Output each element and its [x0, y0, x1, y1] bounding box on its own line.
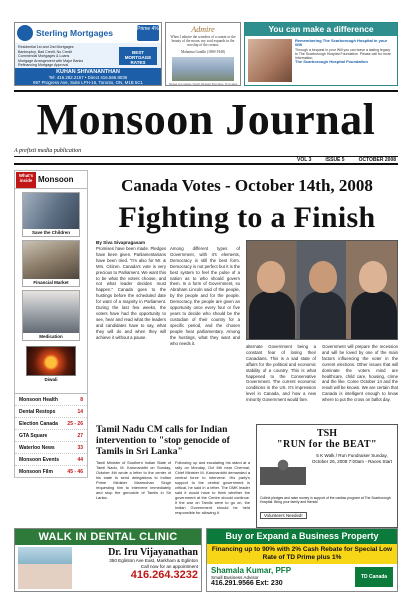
- index-row[interactable]: [15, 454, 87, 466]
- index-row[interactable]: [15, 394, 87, 406]
- index-label: Monsoon Film: [19, 468, 53, 475]
- dental-call-text: Call now for an appointment: [140, 563, 198, 569]
- difference-heading: Remembering The Scarborough Hospital in your Will: [295, 38, 388, 48]
- thumb-caption: Financial Market: [33, 280, 69, 285]
- admire-title: Admire: [191, 25, 215, 34]
- thumb-image: [23, 241, 79, 279]
- sterling-logo-icon: [17, 25, 33, 41]
- index-page: 44: [77, 456, 83, 463]
- party-leaders-photo: [246, 240, 398, 340]
- tsh-notes: Collect pledges and raise money in support of the cardiac program at The Scarborough Hospital. Bring your family and friends!: [260, 496, 391, 505]
- leader-figure: [249, 291, 295, 339]
- leader-figure: [300, 291, 346, 339]
- sterling-contact: [15, 68, 161, 85]
- index-page: 33: [77, 444, 83, 451]
- dentist-name: Dr. Iru Vijayanathan: [108, 547, 198, 558]
- leader-face: [257, 261, 285, 293]
- difference-banner: You can make a difference: [245, 23, 397, 36]
- admire-author: Mahatma Gandhi (1869-1948): [181, 49, 225, 54]
- index-page: 14: [77, 408, 83, 415]
- thumb-caption: Medication: [39, 334, 63, 339]
- whats-inside-badge: What's inside: [16, 172, 36, 188]
- thumb-image: [23, 291, 79, 333]
- sterling-brand: Sterling Mortgages: [36, 28, 113, 38]
- prime-rate-badge: Prime 4%: [137, 25, 159, 41]
- tamil-nadu-story: [96, 424, 250, 515]
- agent-phone: Tel: 416.282.2167 • Direct 416.566.8036: [48, 75, 128, 81]
- sidebar-brand: [15, 171, 87, 189]
- hospital-foundation-ad[interactable]: [244, 22, 398, 86]
- runner-icon: [260, 453, 306, 493]
- advisor-phone: 416.291.9566 Ext: 230: [211, 580, 283, 587]
- advisor-role: Small Business Advisor: [211, 575, 259, 580]
- article-column: Government will prepare the recession and will be loved by one of the main factors influencing the voter in the current elections. Other issues that will dominate the voters mind are healthcare, child care, housing, crime and the like. Come October 14 and the result will be known. We are certain that Canada is intelligent enough to know where to put the cross on ballot day.: [322, 344, 398, 403]
- article-column: alternate Government being a constant fear of losing their Canadians. This is a sad state of affairs for the political and economic stability of a country. This is what happened to the Conservative Government. The current economic conditions in the US. It's impression level in Canada, and how a new minority Government would fare.: [246, 344, 316, 403]
- sterling-header: [15, 23, 161, 43]
- index-label: Election Canada: [19, 420, 58, 427]
- run-for-the-beat-ad[interactable]: [256, 424, 398, 528]
- tamil-body: [96, 460, 250, 515]
- index-row[interactable]: [15, 418, 87, 430]
- index-label: Waterloo News: [19, 444, 55, 451]
- thumb-caption: Save the Children: [31, 230, 70, 235]
- list-item: Refinancing Mortgage Approval: [18, 63, 69, 68]
- advisor-name: Shamala Kumar, PFP: [211, 566, 292, 575]
- list-item: Commercial Mortgages & Loans: [18, 54, 70, 59]
- difference-body: Through a bequest in your Will you can leave a lasting legacy to The Scarborough Hospital Foundation. Please call for more information.: [295, 47, 391, 61]
- index-label: GTA Square: [19, 432, 48, 439]
- whats-inside-sidebar: [14, 170, 88, 478]
- byline: By Siva Sivapragasam: [96, 240, 146, 245]
- article-column: Promises have been made. Pledges have been given. Parliamentarians have been tried. "I'm also for Mr. & Mrs. Citizen. Canada's vote is very precious to Parliament. We want this to be what the voters choose, and not what leader decides must happen." Canada goes to the hustings before the scheduled date for want of a majority in Parliament. During the last few weeks, the voters have had the opportunity to see, hear and read what the leaders and candidates have to say, what they will do and when they will achieve it without a pause.: [96, 246, 166, 340]
- page-index: [15, 393, 87, 478]
- list-item: Mortgage Arrangement with Major Banks: [18, 58, 84, 63]
- agent-address: 997 Progress Ave, Suite LPH-16, Toronto, ON, M1B 5C1: [33, 80, 143, 86]
- business-header: Buy or Expand a Business Property: [207, 529, 397, 544]
- dental-header: WALK IN DENTAL CLINIC: [15, 529, 201, 545]
- difference-text: [295, 39, 394, 82]
- article-column: Following up and escalating his stand at a rally on Monday, Oct 6th near Chennai, Chief Minister M. Karunanidhi demanded a central force to intervene. His party's support to the central government is critical, he said in a letter. The DMK leader said it would have to think whether the government at the Centre should continue. If the war on Tamils were to go on, the Indian Government should be held responsible for allowing it.: [175, 460, 250, 515]
- td-bank-logo: TD Canada Trust: [355, 567, 393, 587]
- dental-clinic-ad[interactable]: [14, 528, 202, 592]
- index-label: Monsoon Health: [19, 396, 58, 403]
- index-row[interactable]: [15, 430, 87, 442]
- volunteers-needed-badge: Volunteers Needed!: [260, 512, 307, 519]
- thumb-financial-market[interactable]: [22, 240, 80, 287]
- dental-phone: 416.264.3232: [130, 569, 198, 582]
- index-page: 27: [77, 432, 83, 439]
- sidebar-brand-name: Monsoon: [38, 175, 74, 184]
- tsh-title: "RUN for the BEAT": [277, 439, 377, 450]
- paper-title: Monsoon Journal: [36, 95, 376, 144]
- tagline: A prefixit media publication: [14, 148, 82, 154]
- thumb-image: [23, 193, 79, 229]
- photo-caption: Sunset in Laguna, North Western Province, Sri Lanka: [168, 81, 238, 86]
- leader-face: [309, 261, 337, 293]
- family-photo: [248, 39, 292, 82]
- index-row[interactable]: [15, 466, 87, 478]
- volume-label: VOL 3: [297, 157, 312, 163]
- diwali-lamp-image: [26, 346, 76, 376]
- article-column: Among different types of Government, with it's elements, Democracy is still the best form. Democracy is not perfect but it is the best system to feel the pulse of a nation as to who should govern them. In a form of Government, so Abraham Lincoln said of the people, by the people and for the people. Democracy, the people are given an opportunity once every four or five years to decide who should be the custodian of their country for a specific period, and the chosen people hear parliamentary. Among the hustings, what they want and who needs it.: [170, 246, 240, 346]
- index-label: Monsoon Events: [19, 456, 60, 463]
- leader-figure: [351, 291, 397, 339]
- index-row[interactable]: [15, 442, 87, 454]
- issue-date: OCTOBER 2008: [358, 157, 396, 163]
- thumb-save-children[interactable]: [22, 192, 80, 237]
- index-page: 45 - 46: [67, 468, 83, 475]
- diwali-caption: Diwali: [44, 377, 58, 382]
- index-page: 8: [80, 396, 83, 403]
- thumb-medication[interactable]: [22, 290, 80, 341]
- headline-deck: Canada Votes - October 14th, 2008: [121, 176, 373, 195]
- sterling-mortgages-ad[interactable]: [14, 22, 162, 86]
- dental-address: 350 Eglinton Ave East, Markham & Eglinton: [109, 558, 198, 563]
- issue-bar: [14, 156, 398, 165]
- admire-quote-box: [165, 22, 241, 86]
- index-row[interactable]: [15, 406, 87, 418]
- best-rates-box: BEST MORTGAGE RATES: [119, 47, 157, 65]
- sterling-services-list: [15, 43, 111, 70]
- index-label: Dental Restops: [19, 408, 56, 415]
- article-column: Tamil Minister of Southern Indian State of Tamil Nadu, M. Karunanidhi on Sunday, October 4th wrote a letter to the center of his state to send delegations to Indian Prime Minister Manmohan Singh requesting him to intervene immediately and stop the genocide of Tamils in Sri Lanka.: [96, 460, 171, 500]
- index-page: 25 - 26: [67, 420, 83, 427]
- masthead: [14, 90, 398, 168]
- main-headline[interactable]: Fighting to a Finish: [118, 201, 376, 234]
- leader-face: [359, 261, 387, 293]
- list-item: Bankruptcy, Bad Credit, No Credit: [18, 49, 72, 54]
- admire-quote: When I admire the wonders of a sunset or the beauty of the moon, my soul expands in the worship of the creator.: [170, 35, 236, 48]
- business-offer: Financing up to 90% with 2% Cash Rebate for Special Low Rate of TD Prime plus 1%: [207, 544, 397, 564]
- dentist-photo: [18, 547, 72, 589]
- issue-label: ISSUE 5: [325, 157, 345, 163]
- agent-name: KUHAN SHIVANANTHAN: [56, 69, 120, 75]
- list-item: Residential 1st and 2nd Mortgages: [18, 45, 74, 49]
- tsh-event-info: 5 K Walk / Run Fundraiser Sunday, October 26, 2008 7:00am - Races Start: [311, 453, 393, 464]
- foundation-name: The Scarborough Hospital Foundation: [295, 59, 368, 65]
- td-business-ad[interactable]: [206, 528, 398, 599]
- sunset-photo: [172, 57, 234, 81]
- tsh-logo: TSH: [316, 428, 337, 439]
- tamil-headline[interactable]: Tamil Nadu CM calls for Indian intervention to "stop genocide of Tamils in Sri Lanka": [96, 424, 230, 457]
